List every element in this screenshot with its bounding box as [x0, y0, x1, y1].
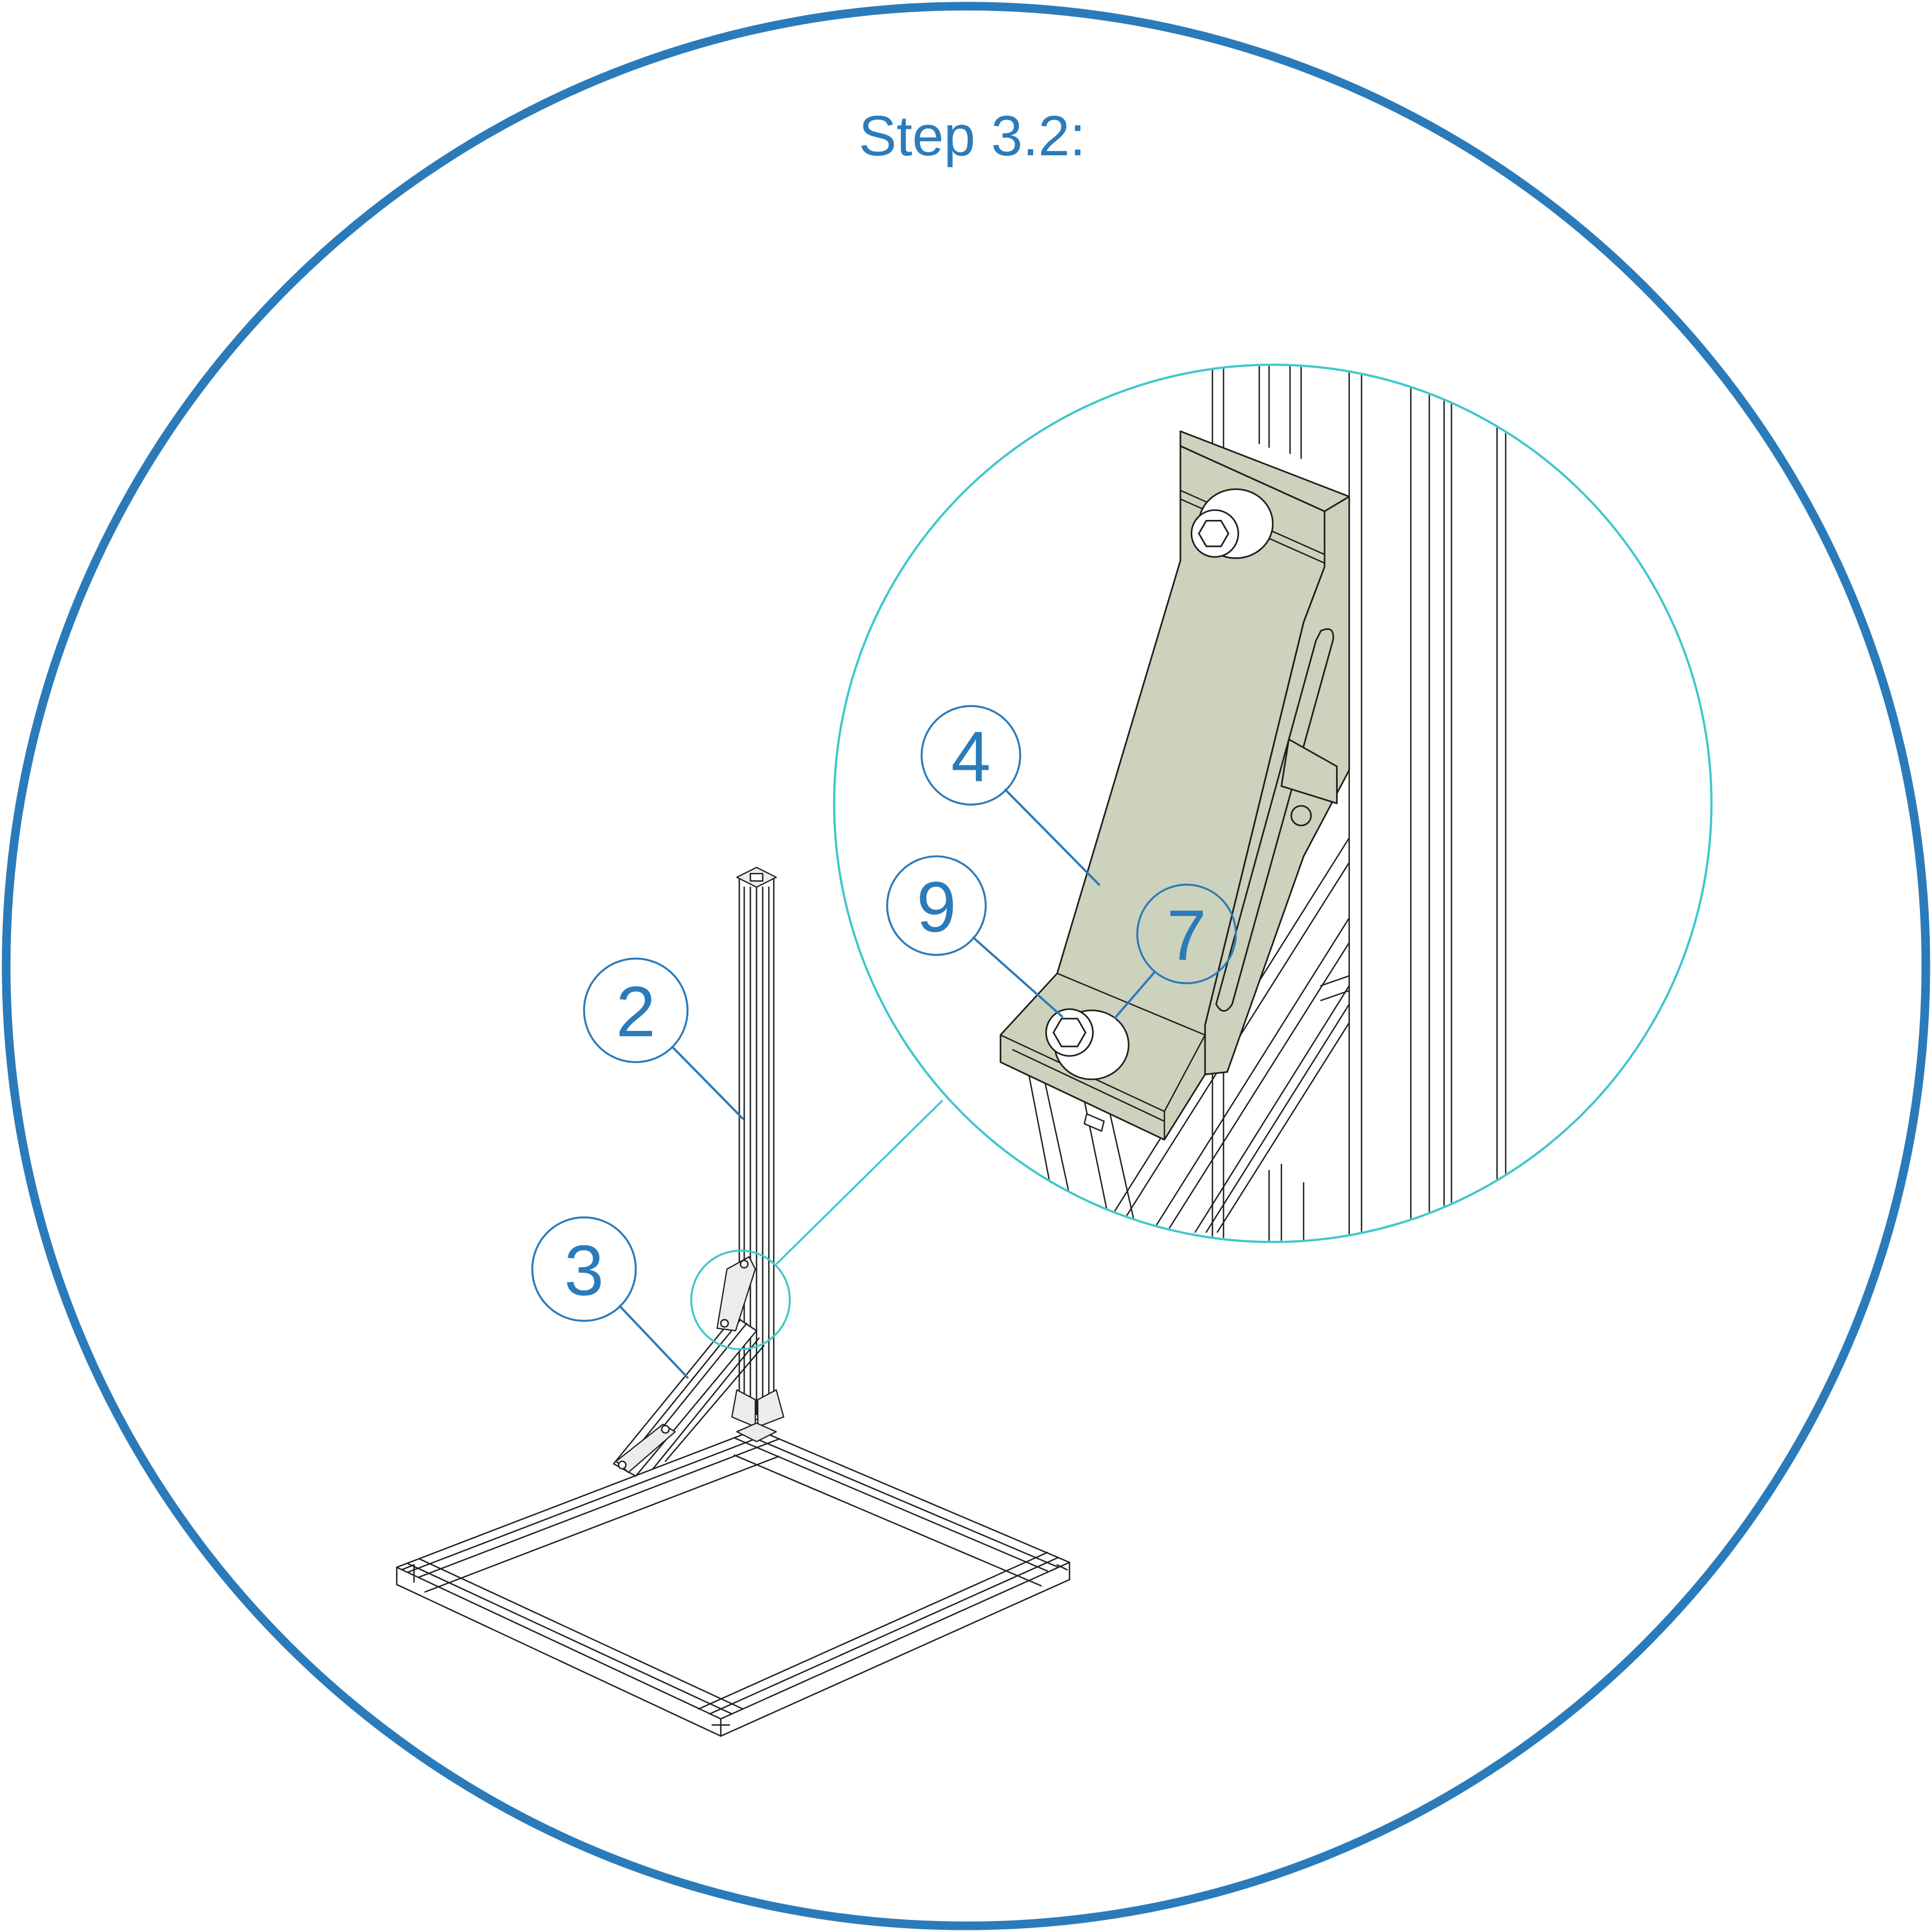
callout-7-label: 7 — [1166, 896, 1207, 975]
brace-bolt-low-icon — [661, 1425, 669, 1432]
callout-3-leader — [620, 1306, 687, 1377]
corner-bracket-base — [737, 1423, 777, 1442]
base-frame — [397, 1429, 1070, 1736]
callout-3-label: 3 — [564, 1231, 604, 1311]
base-frame-back-right-beam — [734, 1429, 1070, 1586]
base-frame-front-left-beam — [397, 1559, 743, 1736]
callout-3 — [532, 1217, 687, 1377]
brace-bolt-mid-icon — [721, 1320, 728, 1327]
hex-socket-icon — [1054, 1019, 1086, 1047]
callout-2 — [584, 959, 743, 1119]
base-frame-back-left-beam — [397, 1429, 779, 1592]
callout-9-label: 9 — [916, 867, 957, 947]
step-title: Step 3.2: — [859, 104, 1086, 167]
vertical-profile-top-core — [750, 873, 762, 881]
hex-socket-icon — [1199, 520, 1229, 546]
callout-2-leader — [673, 1048, 744, 1119]
angle-bracket-notch-hole — [1291, 806, 1311, 826]
callout-2-label: 2 — [616, 972, 656, 1052]
brace-bolt-end-icon — [618, 1461, 626, 1468]
base-frame-front-right-beam — [699, 1553, 1070, 1736]
brace-bolt-top-icon — [741, 1261, 748, 1268]
detail-connector-line — [776, 1100, 942, 1265]
callout-4-label: 4 — [951, 717, 991, 797]
